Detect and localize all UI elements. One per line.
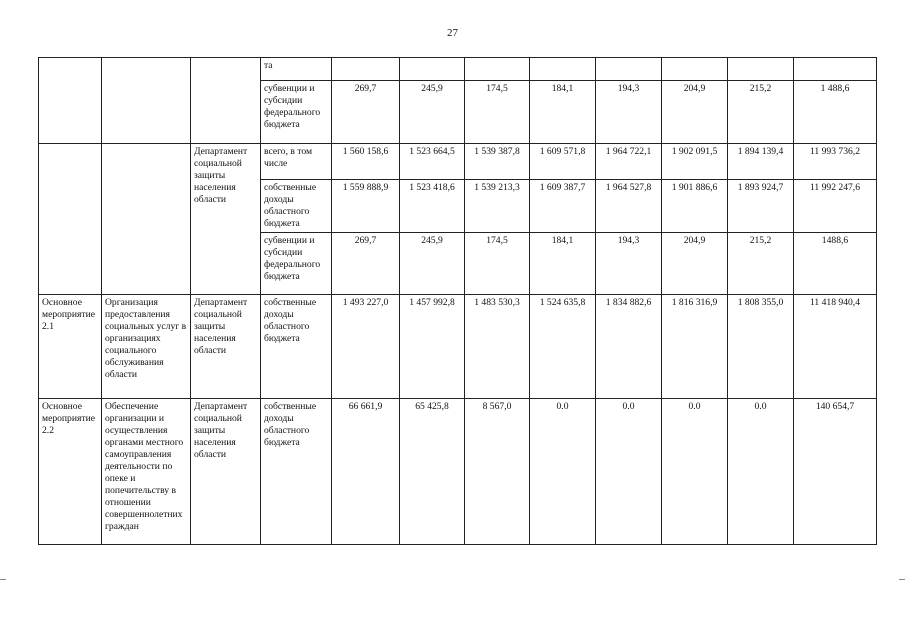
funding-source-cell: всего, в том числе bbox=[261, 144, 332, 180]
executor-cell: Департамент социальной защиты населения области bbox=[191, 398, 261, 544]
value-cell: 11 418 940,4 bbox=[794, 294, 877, 398]
value-cell: 245,9 bbox=[400, 81, 465, 144]
value-cell: 174,5 bbox=[465, 232, 530, 294]
event-cell: Основное мероприятие 2.2 bbox=[39, 398, 102, 544]
value-cell: 1 457 992,8 bbox=[400, 294, 465, 398]
value-cell: 269,7 bbox=[332, 232, 400, 294]
value-cell bbox=[400, 58, 465, 81]
value-cell: 204,9 bbox=[662, 81, 728, 144]
value-cell bbox=[596, 58, 662, 81]
executor-cell: Департамент социальной защиты населения области bbox=[191, 144, 261, 295]
event-name-cell bbox=[102, 58, 191, 144]
value-cell: 1 609 571,8 bbox=[530, 144, 596, 180]
value-cell: 1 539 387,8 bbox=[465, 144, 530, 180]
value-cell: 1 559 888,9 bbox=[332, 180, 400, 233]
page-number: 27 bbox=[447, 27, 458, 39]
value-cell: 11 993 736,2 bbox=[794, 144, 877, 180]
funding-source-cell: собственные доходы областного бюджета bbox=[261, 180, 332, 233]
value-cell: 1 902 091,5 bbox=[662, 144, 728, 180]
funding-source-cell: субвенции и субсидии федерального бюджета bbox=[261, 81, 332, 144]
value-cell: 1 893 924,7 bbox=[728, 180, 794, 233]
value-cell bbox=[530, 58, 596, 81]
value-cell: 1 524 635,8 bbox=[530, 294, 596, 398]
value-cell: 1 523 664,5 bbox=[400, 144, 465, 180]
value-cell bbox=[465, 58, 530, 81]
trim-mark-right bbox=[899, 579, 905, 580]
value-cell: 1 834 882,6 bbox=[596, 294, 662, 398]
event-name-cell bbox=[102, 144, 191, 295]
value-cell: 11 992 247,6 bbox=[794, 180, 877, 233]
value-cell: 1 816 316,9 bbox=[662, 294, 728, 398]
event-name-cell: Обеспечение организации и осуществления органами местного самоуправления деятельности по опеке и попечительству в отношении совершеннолетних граждан bbox=[102, 398, 191, 544]
trim-mark-left bbox=[0, 579, 6, 580]
value-cell: 0.0 bbox=[596, 398, 662, 544]
value-cell bbox=[728, 58, 794, 81]
value-cell: 184,1 bbox=[530, 232, 596, 294]
table-row bbox=[39, 294, 877, 398]
value-cell: 0.0 bbox=[530, 398, 596, 544]
value-cell: 1 488,6 bbox=[794, 81, 877, 144]
value-cell: 204,9 bbox=[662, 232, 728, 294]
value-cell: 1 493 227,0 bbox=[332, 294, 400, 398]
value-cell: 0.0 bbox=[662, 398, 728, 544]
table-body bbox=[39, 58, 877, 545]
value-cell: 215,2 bbox=[728, 232, 794, 294]
value-cell: 194,3 bbox=[596, 232, 662, 294]
table-row bbox=[39, 58, 877, 81]
value-cell bbox=[332, 58, 400, 81]
funding-source-cell: субвенции и субсидии федерального бюджета bbox=[261, 232, 332, 294]
budget-table bbox=[38, 57, 877, 545]
value-cell bbox=[794, 58, 877, 81]
table-row bbox=[39, 144, 877, 180]
value-cell: 66 661,9 bbox=[332, 398, 400, 544]
funding-source-cell: собственные доходы областного бюджета bbox=[261, 294, 332, 398]
value-cell: 1 808 355,0 bbox=[728, 294, 794, 398]
value-cell: 65 425,8 bbox=[400, 398, 465, 544]
value-cell: 1 964 527,8 bbox=[596, 180, 662, 233]
value-cell: 1 483 530,3 bbox=[465, 294, 530, 398]
value-cell: 184,1 bbox=[530, 81, 596, 144]
value-cell: 1 539 213,3 bbox=[465, 180, 530, 233]
table-row bbox=[39, 398, 877, 544]
event-name-cell: Организация предоставления социальных услуг в организациях социального обслуживания области bbox=[102, 294, 191, 398]
value-cell: 174,5 bbox=[465, 81, 530, 144]
value-cell: 1 901 886,6 bbox=[662, 180, 728, 233]
executor-cell bbox=[191, 58, 261, 144]
value-cell: 8 567,0 bbox=[465, 398, 530, 544]
value-cell: 269,7 bbox=[332, 81, 400, 144]
value-cell bbox=[662, 58, 728, 81]
event-cell bbox=[39, 58, 102, 144]
value-cell: 1 523 418,6 bbox=[400, 180, 465, 233]
value-cell: 1 964 722,1 bbox=[596, 144, 662, 180]
event-cell bbox=[39, 144, 102, 295]
event-cell: Основное мероприятие 2.1 bbox=[39, 294, 102, 398]
value-cell: 1 560 158,6 bbox=[332, 144, 400, 180]
executor-cell: Департамент социальной защиты населения области bbox=[191, 294, 261, 398]
value-cell: 215,2 bbox=[728, 81, 794, 144]
value-cell: 245,9 bbox=[400, 232, 465, 294]
funding-source-cell: та bbox=[261, 58, 332, 81]
value-cell: 194,3 bbox=[596, 81, 662, 144]
value-cell: 1 609 387,7 bbox=[530, 180, 596, 233]
value-cell: 140 654,7 bbox=[794, 398, 877, 544]
value-cell: 1488,6 bbox=[794, 232, 877, 294]
funding-source-cell: собственные доходы областного бюджета bbox=[261, 398, 332, 544]
value-cell: 1 894 139,4 bbox=[728, 144, 794, 180]
value-cell: 0.0 bbox=[728, 398, 794, 544]
